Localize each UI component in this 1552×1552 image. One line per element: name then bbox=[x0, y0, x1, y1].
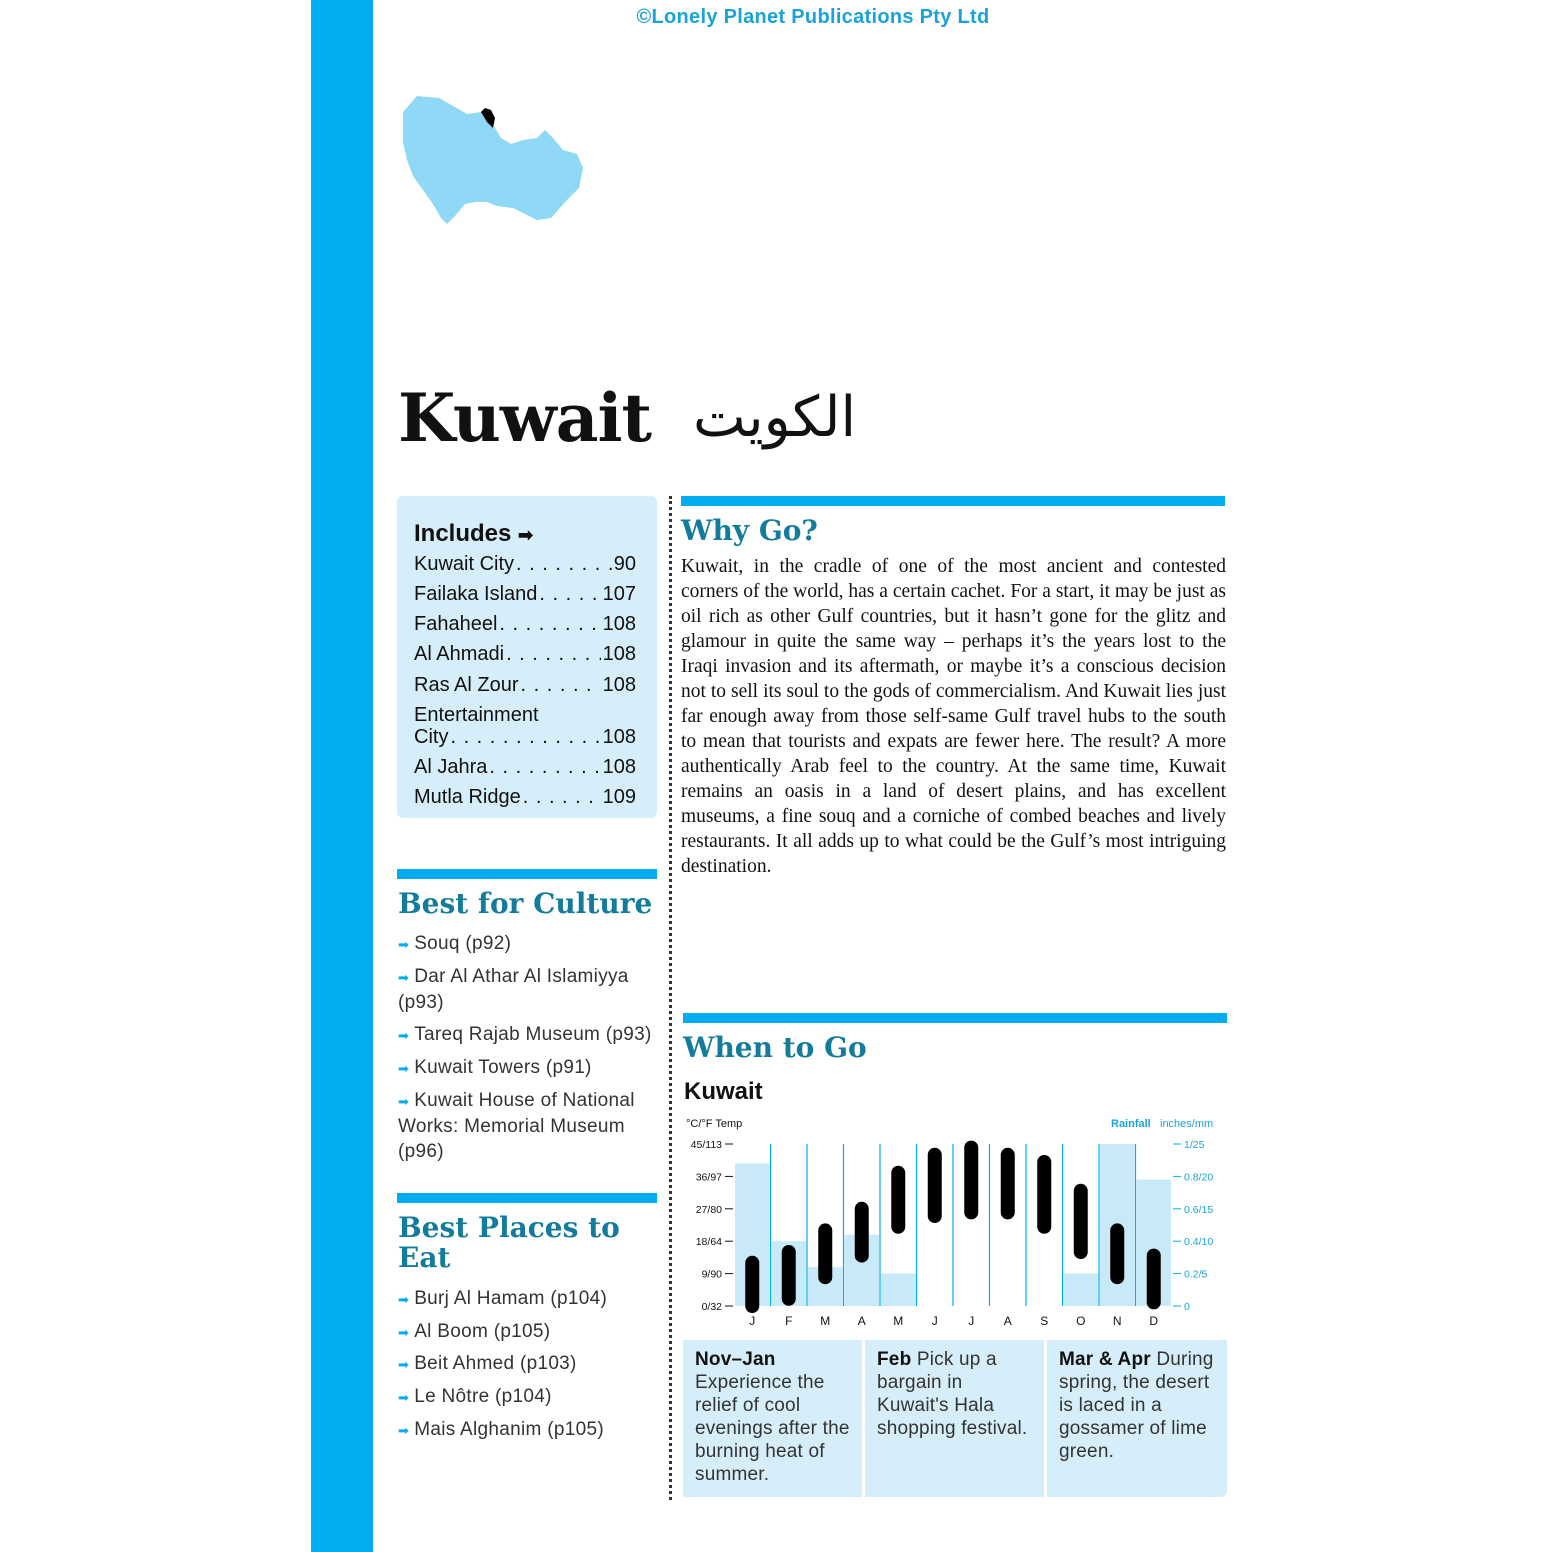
list-item[interactable] bbox=[398, 1088, 660, 1164]
month-label: N bbox=[1112, 1314, 1122, 1328]
leader-dots bbox=[520, 673, 600, 697]
leader-dots bbox=[489, 755, 600, 779]
includes-item-page: 107 bbox=[602, 583, 636, 605]
list-item-text: Tareq Rajab Museum (p93) bbox=[414, 1024, 652, 1045]
rainfall-bar bbox=[1064, 1274, 1099, 1306]
arrow-icon: ➡ bbox=[398, 1292, 410, 1307]
left-tick-label: 45/113 bbox=[690, 1139, 722, 1151]
list-item[interactable] bbox=[398, 1351, 660, 1377]
eat-heading: Best Places to Eat bbox=[398, 1211, 620, 1274]
list-item-text: Kuwait Towers (p91) bbox=[414, 1057, 592, 1078]
month-label: M bbox=[893, 1314, 904, 1328]
tip-text: Experience the relief of cool evenings after the burning heat of summer. bbox=[695, 1372, 850, 1485]
list-item[interactable] bbox=[398, 964, 660, 1015]
list-item-text: Le Nôtre (p104) bbox=[414, 1386, 552, 1407]
arrow-icon: ➡ bbox=[398, 1390, 410, 1405]
month-label: J bbox=[749, 1314, 756, 1328]
includes-item-label: Al Ahmadi bbox=[414, 643, 505, 665]
month-label: A bbox=[857, 1314, 866, 1328]
leader-dots bbox=[539, 582, 600, 606]
right-tick-label: 0.4/10 bbox=[1184, 1236, 1214, 1249]
arrow-icon: ➡ bbox=[398, 1423, 410, 1438]
month-label: D bbox=[1149, 1314, 1159, 1328]
arrow-icon: ➡ bbox=[398, 970, 410, 985]
why-go-rule bbox=[681, 496, 1225, 506]
arrow-icon: ➡ bbox=[518, 525, 534, 545]
includes-heading-label: Includes bbox=[414, 520, 512, 547]
tip-period: Feb bbox=[877, 1349, 912, 1370]
column-divider bbox=[669, 496, 672, 1500]
tip-text: Pick up a bargain in Kuwait's Hala shopping festival. bbox=[877, 1349, 1028, 1439]
left-tick-label: 36/97 bbox=[695, 1171, 722, 1184]
includes-item[interactable] bbox=[414, 582, 636, 606]
leader-dots bbox=[516, 552, 612, 576]
right-axis-label: Rainfall bbox=[1111, 1118, 1151, 1130]
includes-item-page: 109 bbox=[602, 786, 636, 808]
list-item-text: Dar Al Athar Al Islamiyya (p93) bbox=[398, 966, 629, 1013]
includes-item[interactable] bbox=[414, 725, 636, 749]
right-tick-label: 0 bbox=[1184, 1301, 1190, 1313]
month-label: A bbox=[1003, 1314, 1012, 1328]
eat-rule bbox=[397, 1193, 657, 1203]
list-item[interactable] bbox=[398, 1286, 660, 1312]
left-tick-label: 9/90 bbox=[701, 1268, 722, 1281]
list-item-text: Beit Ahmed (p103) bbox=[414, 1353, 577, 1374]
list-item[interactable] bbox=[398, 1417, 660, 1443]
culture-rule bbox=[397, 869, 657, 879]
tip-card bbox=[683, 1340, 862, 1497]
arrow-icon: ➡ bbox=[398, 1357, 410, 1372]
list-item-text: Mais Alghanim (p105) bbox=[414, 1419, 604, 1440]
tip-card bbox=[1047, 1340, 1227, 1497]
list-item-text: Kuwait House of National Works: Memorial Museum (p96) bbox=[398, 1090, 635, 1162]
right-tick-label: 1/25 bbox=[1184, 1139, 1205, 1151]
month-label: J bbox=[968, 1314, 975, 1328]
list-item-text: Burj Al Hamam (p104) bbox=[414, 1288, 608, 1309]
list-item[interactable] bbox=[398, 1384, 660, 1410]
includes-item-page: 108 bbox=[602, 726, 636, 748]
arrow-icon: ➡ bbox=[398, 1094, 410, 1109]
page-title-arabic: الكويت bbox=[693, 385, 857, 450]
includes-item-label: City bbox=[414, 726, 449, 748]
sidebar-stripe bbox=[311, 0, 373, 1552]
copyright-notice: ©Lonely Planet Publications Pty Ltd bbox=[636, 6, 990, 28]
includes-item[interactable] bbox=[414, 673, 636, 697]
list-item[interactable] bbox=[398, 931, 660, 957]
tip-text: During spring, the desert is laced in a gossamer of lime green. bbox=[1059, 1349, 1214, 1462]
culture-heading: Best for Culture bbox=[398, 887, 653, 920]
why-go-text: Kuwait, in the cradle of one of the most ancient and contested corners of the world, has a certain cachet. For a start, it may be just as oil rich as other Gulf countries, but it hasn’t gone for the glitz and glamour in quite the same way – perhaps it’s the years lost to the Iraqi invasion and its aftermath, or maybe it’s a conscious decision not to sell its soul to the gods of commercialism. And Kuwait lies just far enough away from those self-same Gulf travel hubs to the south to mean that tourists and expats are fewer here. The result? A more authentically Arab feel to the country. At the same time, Kuwait remains an oasis in a land of desert plains, and has excellent museums, a fine souq and a corniche of combed beaches and lively restaurants. It all adds up to what could be the Gulf’s most intriguing destination. bbox=[681, 556, 1226, 877]
includes-item-label: Fahaheel bbox=[414, 613, 498, 635]
month-label: S bbox=[1040, 1314, 1049, 1328]
leader-dots bbox=[523, 785, 601, 809]
includes-item-label: Ras Al Zour bbox=[414, 674, 519, 696]
month-label: M bbox=[820, 1314, 831, 1328]
month-label: J bbox=[931, 1314, 938, 1328]
right-tick-label: 0.6/15 bbox=[1184, 1203, 1214, 1216]
left-tick-label: 27/80 bbox=[695, 1203, 722, 1216]
list-item[interactable] bbox=[398, 1055, 660, 1081]
left-axis-label: °C/°F Temp bbox=[686, 1118, 743, 1130]
includes-item-label: Entertainment bbox=[414, 704, 539, 726]
includes-item[interactable] bbox=[414, 755, 636, 779]
when-rule bbox=[683, 1013, 1227, 1023]
includes-item[interactable] bbox=[414, 612, 636, 636]
month-label: O bbox=[1076, 1314, 1086, 1328]
list-item-text: Souq (p92) bbox=[414, 933, 512, 954]
rainfall-bar bbox=[881, 1274, 916, 1306]
climate-chart bbox=[682, 1112, 1227, 1337]
tip-period: Mar & Apr bbox=[1059, 1349, 1151, 1370]
includes-item-label: Kuwait City bbox=[414, 553, 515, 575]
left-tick-label: 18/64 bbox=[695, 1236, 722, 1249]
list-item[interactable] bbox=[398, 1319, 660, 1345]
list-item[interactable] bbox=[398, 1022, 660, 1048]
right-tick-label: 0.8/20 bbox=[1184, 1171, 1214, 1184]
arrow-icon: ➡ bbox=[398, 1028, 410, 1043]
right-axis-unit: inches/mm bbox=[1160, 1118, 1214, 1130]
tip-card bbox=[865, 1340, 1044, 1497]
locator-map bbox=[395, 92, 590, 227]
includes-item-page: 108 bbox=[602, 643, 636, 665]
leader-dots bbox=[450, 725, 600, 749]
arrow-icon: ➡ bbox=[398, 1061, 410, 1076]
month-label: F bbox=[785, 1314, 793, 1328]
includes-item-page: 90 bbox=[613, 553, 636, 575]
tip-period: Nov–Jan bbox=[695, 1349, 776, 1370]
includes-item[interactable] bbox=[414, 552, 636, 576]
includes-item[interactable] bbox=[414, 785, 636, 809]
arrow-icon: ➡ bbox=[398, 937, 410, 952]
chart-title: Kuwait bbox=[684, 1078, 763, 1105]
when-heading: When to Go bbox=[683, 1031, 867, 1064]
includes-item[interactable] bbox=[414, 642, 636, 666]
includes-item-page: 108 bbox=[602, 674, 636, 696]
leader-dots bbox=[499, 612, 600, 636]
page-title: Kuwait bbox=[398, 379, 652, 457]
list-item-text: Al Boom (p105) bbox=[414, 1321, 551, 1342]
includes-item-page: 108 bbox=[602, 613, 636, 635]
includes-item-page: 108 bbox=[602, 756, 636, 778]
arrow-icon: ➡ bbox=[398, 1325, 410, 1340]
left-tick-label: 0/32 bbox=[701, 1301, 722, 1313]
includes-item-label: Al Jahra bbox=[414, 756, 488, 778]
includes-item-label: Mutla Ridge bbox=[414, 786, 521, 808]
includes-item-label: Failaka Island bbox=[414, 583, 538, 605]
why-go-heading: Why Go? bbox=[681, 514, 818, 547]
leader-dots bbox=[506, 642, 601, 666]
right-tick-label: 0.2/5 bbox=[1184, 1268, 1208, 1281]
includes-heading bbox=[414, 520, 533, 548]
